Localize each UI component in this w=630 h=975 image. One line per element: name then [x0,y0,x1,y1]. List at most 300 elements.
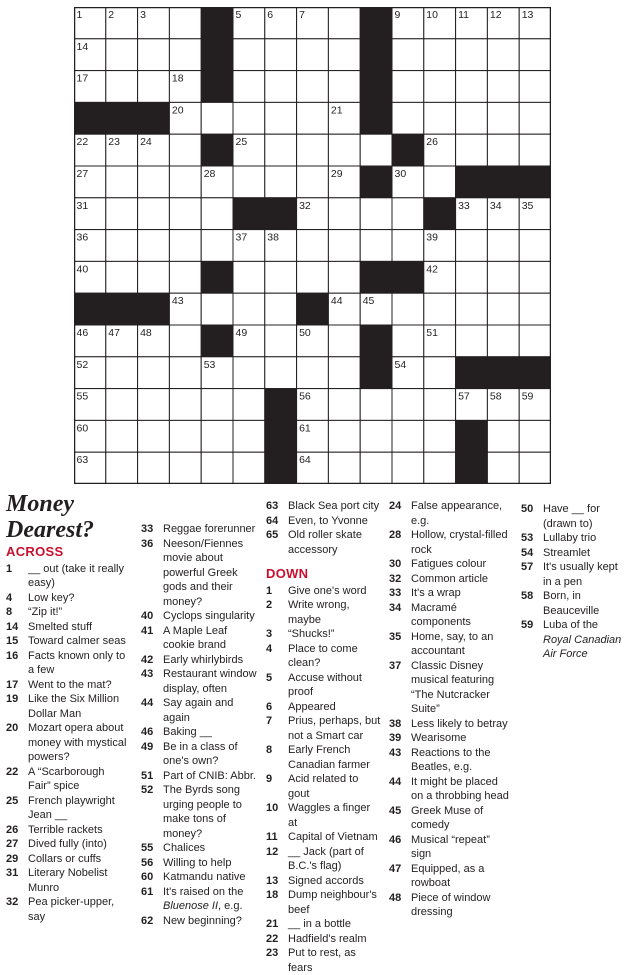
clue-number: 14 [6,620,28,635]
grid-answer-cell[interactable] [169,452,201,484]
clue-number: 33 [389,586,411,601]
clue-number: 58 [521,589,543,618]
grid-answer-cell[interactable] [519,102,551,134]
grid-answer-cell[interactable] [456,293,488,325]
across-clue-49 [141,740,259,769]
clue-text: Went to the mat? [28,678,130,693]
down-clue-4 [266,642,382,671]
clue-text: New beginning? [163,914,259,929]
grid-cell-number: 22 [77,136,89,148]
grid-answer-cell[interactable] [392,293,424,325]
grid-answer-cell[interactable] [328,452,360,484]
across-clue-41 [141,624,259,653]
clue-text: Acid related to gout [288,772,382,801]
grid-answer-cell[interactable] [328,39,360,71]
grid-answer-cell[interactable] [201,389,233,421]
grid-cell-number: 21 [331,104,343,116]
grid-answer-cell[interactable] [106,166,138,198]
down-clue-30 [389,557,509,572]
grid-cell-number: 37 [236,232,248,244]
grid-answer-cell[interactable] [328,198,360,230]
grid-cell-number: 16 [363,41,375,53]
grid-answer-cell[interactable] [519,39,551,71]
clue-number: 22 [6,765,28,794]
grid-answer-cell[interactable] [487,230,519,262]
grid-block-cell [360,166,392,198]
grid-answer-cell[interactable] [106,198,138,230]
clue-text: __ in a bottle [288,917,382,932]
grid-answer-cell[interactable] [519,230,551,262]
grid-answer-cell[interactable] [265,134,297,166]
grid-answer-cell[interactable] [519,71,551,103]
clue-number: 29 [6,852,28,867]
grid-answer-cell[interactable] [487,39,519,71]
grid-answer-cell[interactable] [138,39,170,71]
down-clue-38 [389,717,509,732]
clue-text: Facts known only to a few [28,649,130,678]
clue-text: Musical “repeat” sign [411,833,509,862]
grid-answer-cell[interactable] [519,420,551,452]
grid-answer-cell[interactable] [519,293,551,325]
grid-cell-number: 48 [140,327,152,339]
grid-cell-number: 41 [204,263,216,275]
grid-answer-cell[interactable] [487,134,519,166]
grid-answer-cell[interactable] [138,198,170,230]
grid-answer-cell[interactable] [328,7,360,39]
grid-cell-number: 45 [363,295,375,307]
grid-answer-cell[interactable] [328,71,360,103]
grid-answer-cell[interactable] [138,452,170,484]
clue-text: Luba of the Royal Canadian Air Force [543,618,627,662]
clue-number: 64 [266,514,288,529]
grid-answer-cell[interactable] [392,389,424,421]
grid-answer-cell[interactable] [456,325,488,357]
clue-text: Dived fully (into) [28,837,130,852]
grid-cell-number: 58 [490,391,502,403]
grid-answer-cell[interactable] [487,261,519,293]
grid-answer-cell[interactable] [297,71,329,103]
grid-answer-cell[interactable] [169,7,201,39]
grid-answer-cell[interactable] [201,230,233,262]
grid-block-cell [106,293,138,325]
grid-answer-cell[interactable] [138,389,170,421]
grid-cell-number: 38 [267,232,279,244]
crossword-grid-svg[interactable] [74,7,551,484]
grid-answer-cell[interactable] [424,420,456,452]
grid-answer-cell[interactable] [392,71,424,103]
grid-answer-cell[interactable] [456,230,488,262]
clue-text: Equipped, as a rowboat [411,862,509,891]
grid-answer-cell[interactable] [392,198,424,230]
clue-number: 12 [266,845,288,874]
clue-number: 63 [266,499,288,514]
across-clue-22 [6,765,130,794]
clue-number: 61 [141,885,163,914]
grid-answer-cell[interactable] [456,102,488,134]
grid-answer-cell[interactable] [201,452,233,484]
clue-number: 51 [141,769,163,784]
grid-answer-cell[interactable] [138,261,170,293]
grid-answer-cell[interactable] [106,420,138,452]
grid-answer-cell[interactable] [233,293,265,325]
clue-text: It might be placed on a throbbing head [411,775,509,804]
grid-block-cell [201,325,233,357]
grid-cell-number: 28 [204,168,216,180]
grid-answer-cell[interactable] [424,357,456,389]
grid-block-cell [265,420,297,452]
clue-number: 46 [389,833,411,862]
grid-answer-cell[interactable] [456,134,488,166]
clue-text: Home, say, to an accountant [411,630,509,659]
grid-cell-number: 65 [458,454,470,466]
clue-number: 27 [6,837,28,852]
clue-number: 26 [6,823,28,838]
clue-text: Collars or cuffs [28,852,130,867]
grid-answer-cell[interactable] [201,198,233,230]
clue-text: __ out (take it really easy) [28,562,130,591]
across-heading: ACROSS [6,545,130,560]
grid-answer-cell[interactable] [487,102,519,134]
across-clue-15 [6,634,130,649]
grid-block-cell [360,102,392,134]
grid-answer-cell[interactable] [169,39,201,71]
down-clue-54 [521,546,627,561]
grid-answer-cell[interactable] [360,198,392,230]
grid-answer-cell[interactable] [360,389,392,421]
clue-text: Appeared [288,700,382,715]
grid-cell-number: 19 [363,73,375,85]
grid-answer-cell[interactable] [424,71,456,103]
grid-answer-cell[interactable] [360,452,392,484]
across-clue-65 [266,528,382,557]
grid-cell-number: 53 [204,359,216,371]
clue-number: 42 [141,653,163,668]
grid-answer-cell[interactable] [424,293,456,325]
grid-answer-cell[interactable] [297,261,329,293]
down-clue-list-1 [266,584,382,975]
grid-cell-number: 46 [77,327,89,339]
grid-answer-cell[interactable] [392,39,424,71]
clue-number: 25 [6,794,28,823]
clue-number: 4 [266,642,288,671]
grid-answer-cell[interactable] [424,102,456,134]
grid-answer-cell[interactable] [169,325,201,357]
down-clue-50 [521,502,627,531]
grid-answer-cell[interactable] [201,420,233,452]
grid-answer-cell[interactable] [265,293,297,325]
grid-answer-cell[interactable] [392,230,424,262]
clue-number: 31 [6,866,28,895]
across-clue-19 [6,692,130,721]
clue-text: Baking __ [163,725,259,740]
clue-text: Accuse without proof [288,671,382,700]
grid-block-cell [265,389,297,421]
clue-text: Put to rest, as fears [288,946,382,975]
grid-answer-cell[interactable] [328,389,360,421]
clue-number: 28 [389,528,411,557]
grid-cell-number: 40 [77,263,89,275]
clue-text: Macramé components [411,601,509,630]
down-clue-9 [266,772,382,801]
grid-answer-cell[interactable] [233,166,265,198]
grid-answer-cell[interactable] [106,39,138,71]
clue-text: The Byrds song urging people to make tons of money? [163,783,259,841]
grid-answer-cell[interactable] [328,357,360,389]
grid-answer-cell[interactable] [328,230,360,262]
clue-text: Early whirlybirds [163,653,259,668]
grid-answer-cell[interactable] [169,198,201,230]
grid-answer-cell[interactable] [138,166,170,198]
grid-answer-cell[interactable] [360,230,392,262]
clue-text: Signed accords [288,874,382,889]
clue-text: Dump neighbour's beef [288,888,382,917]
grid-answer-cell[interactable] [392,420,424,452]
grid-block-cell [424,198,456,230]
grid-answer-cell[interactable] [297,39,329,71]
grid-cell-number: 25 [236,136,248,148]
grid-answer-cell[interactable] [328,420,360,452]
grid-block-cell [392,134,424,166]
grid-answer-cell[interactable] [233,71,265,103]
grid-cell-number: 56 [299,391,311,403]
grid-cell-number: 50 [299,327,311,339]
grid-answer-cell[interactable] [360,134,392,166]
down-clue-6 [266,700,382,715]
clue-text: Part of CNIB: Abbr. [163,769,259,784]
clue-text: Prius, perhaps, but not a Smart car [288,714,382,743]
grid-block-cell [74,293,106,325]
grid-answer-cell[interactable] [424,389,456,421]
clue-column-1 [6,491,130,924]
across-clue-list-1 [6,562,130,925]
grid-answer-cell[interactable] [201,102,233,134]
grid-block-cell [487,357,519,389]
clue-text: Early French Canadian farmer [288,743,382,772]
grid-answer-cell[interactable] [265,39,297,71]
down-clue-1 [266,584,382,599]
clue-number: 17 [6,678,28,693]
grid-answer-cell[interactable] [360,420,392,452]
grid-answer-cell[interactable] [106,357,138,389]
grid-block-cell [201,71,233,103]
grid-answer-cell[interactable] [169,134,201,166]
grid-cell-number: 5 [236,9,242,21]
grid-cell-number: 44 [331,295,343,307]
grid-answer-cell[interactable] [138,71,170,103]
down-clue-list-3 [521,502,627,662]
clue-number: 44 [141,696,163,725]
grid-answer-cell[interactable] [169,389,201,421]
grid-answer-cell[interactable] [297,134,329,166]
across-clue-25 [6,794,130,823]
grid-cell-number: 29 [331,168,343,180]
clue-text: Classic Disney musical featuring “The Nutcracker Suite” [411,659,509,717]
clue-text: Reggae forerunner [163,522,259,537]
down-clue-11 [266,830,382,845]
grid-answer-cell[interactable] [106,261,138,293]
grid-answer-cell[interactable] [169,166,201,198]
crossword-grid[interactable] [74,7,551,484]
clue-number: 19 [6,692,28,721]
grid-answer-cell[interactable] [233,357,265,389]
grid-answer-cell[interactable] [138,420,170,452]
down-clue-43 [389,746,509,775]
across-clue-31 [6,866,130,895]
grid-cell-number: 7 [299,9,305,21]
down-clue-12 [266,845,382,874]
down-clue-13 [266,874,382,889]
clue-number: 8 [6,605,28,620]
grid-block-cell [233,198,265,230]
clue-number: 60 [141,870,163,885]
clue-number: 56 [141,856,163,871]
grid-answer-cell[interactable] [328,325,360,357]
clue-text: Even, to Yvonne [288,514,382,529]
clue-number: 44 [389,775,411,804]
clue-column-4 [389,499,509,920]
across-clue-36 [141,537,259,610]
grid-answer-cell[interactable] [106,230,138,262]
clue-text: It's a wrap [411,586,509,601]
grid-answer-cell[interactable] [138,230,170,262]
grid-cell-number: 35 [522,200,534,212]
clue-text: French playwright Jean __ [28,794,130,823]
grid-answer-cell[interactable] [233,39,265,71]
grid-block-cell [265,452,297,484]
grid-answer-cell[interactable] [265,261,297,293]
grid-answer-cell[interactable] [456,39,488,71]
down-clue-34 [389,601,509,630]
clue-text: Lullaby trio [543,531,627,546]
clue-number: 32 [6,895,28,924]
clue-text: Born, in Beauceville [543,589,627,618]
clue-number: 45 [389,804,411,833]
grid-answer-cell[interactable] [487,420,519,452]
grid-answer-cell[interactable] [297,357,329,389]
grid-answer-cell[interactable] [392,325,424,357]
grid-cell-number: 11 [458,9,469,21]
grid-answer-cell[interactable] [233,261,265,293]
grid-answer-cell[interactable] [169,420,201,452]
grid-answer-cell[interactable] [265,71,297,103]
grid-cell-number: 3 [140,9,146,21]
grid-answer-cell[interactable] [169,230,201,262]
clue-number: 1 [266,584,288,599]
down-clue-46 [389,833,509,862]
across-clue-64 [266,514,382,529]
clue-number: 37 [389,659,411,717]
grid-answer-cell[interactable] [328,261,360,293]
grid-answer-cell[interactable] [265,166,297,198]
across-clue-8 [6,605,130,620]
grid-answer-cell[interactable] [424,166,456,198]
grid-answer-cell[interactable] [233,389,265,421]
grid-answer-cell[interactable] [424,452,456,484]
clue-number: 2 [266,598,288,627]
clue-text: Toward calmer seas [28,634,130,649]
grid-answer-cell[interactable] [456,261,488,293]
grid-cell-number: 1 [77,9,83,21]
grid-cell-number: 55 [77,391,89,403]
clue-text: Literary Nobelist Munro [28,866,130,895]
clue-number: 10 [266,801,288,830]
grid-answer-cell[interactable] [106,71,138,103]
grid-cell-number: 27 [77,168,89,180]
clue-text: Give one's word [288,584,382,599]
grid-block-cell [138,293,170,325]
clue-number: 1 [6,562,28,591]
clue-number: 57 [521,560,543,589]
grid-cell-number: 14 [77,41,89,53]
grid-cell-number: 17 [77,73,89,85]
clue-text: Piece of window dressing [411,891,509,920]
grid-answer-cell[interactable] [233,102,265,134]
clue-number: 41 [141,624,163,653]
across-clue-40 [141,609,259,624]
clue-number: 55 [141,841,163,856]
grid-answer-cell[interactable] [392,102,424,134]
clue-number: 46 [141,725,163,740]
grid-answer-cell[interactable] [138,357,170,389]
grid-answer-cell[interactable] [392,452,424,484]
clue-number: 52 [141,783,163,841]
grid-answer-cell[interactable] [487,71,519,103]
grid-answer-cell[interactable] [519,134,551,166]
grid-cell-number: 34 [490,200,502,212]
clue-number: 3 [266,627,288,642]
grid-answer-cell[interactable] [169,261,201,293]
grid-answer-cell[interactable] [201,293,233,325]
clue-text: Low key? [28,591,130,606]
clue-text: Pea picker-upper, say [28,895,130,924]
grid-answer-cell[interactable] [265,357,297,389]
grid-answer-cell[interactable] [265,102,297,134]
grid-answer-cell[interactable] [519,325,551,357]
grid-answer-cell[interactable] [265,325,297,357]
grid-answer-cell[interactable] [519,261,551,293]
down-clue-3 [266,627,382,642]
grid-answer-cell[interactable] [456,71,488,103]
grid-answer-cell[interactable] [169,357,201,389]
grid-answer-cell[interactable] [328,134,360,166]
down-clue-47 [389,862,509,891]
grid-cell-number: 33 [458,200,470,212]
down-clue-57 [521,560,627,589]
clue-text: Old roller skate accessory [288,528,382,557]
grid-answer-cell[interactable] [519,452,551,484]
grid-answer-cell[interactable] [297,166,329,198]
grid-answer-cell[interactable] [487,452,519,484]
grid-answer-cell[interactable] [297,102,329,134]
grid-answer-cell[interactable] [424,39,456,71]
grid-answer-cell[interactable] [106,389,138,421]
grid-cell-number: 59 [522,391,534,403]
grid-answer-cell[interactable] [487,293,519,325]
down-clue-44 [389,775,509,804]
grid-answer-cell[interactable] [487,325,519,357]
grid-answer-cell[interactable] [297,230,329,262]
grid-cell-number: 30 [395,168,407,180]
grid-cell-number: 62 [458,422,470,434]
grid-block-cell [360,325,392,357]
clue-text: Waggles a finger at [288,801,382,830]
grid-cell-number: 23 [108,136,120,148]
grid-answer-cell[interactable] [233,452,265,484]
grid-block-cell [106,102,138,134]
grid-block-cell [456,166,488,198]
grid-answer-cell[interactable] [106,452,138,484]
grid-answer-cell[interactable] [233,420,265,452]
